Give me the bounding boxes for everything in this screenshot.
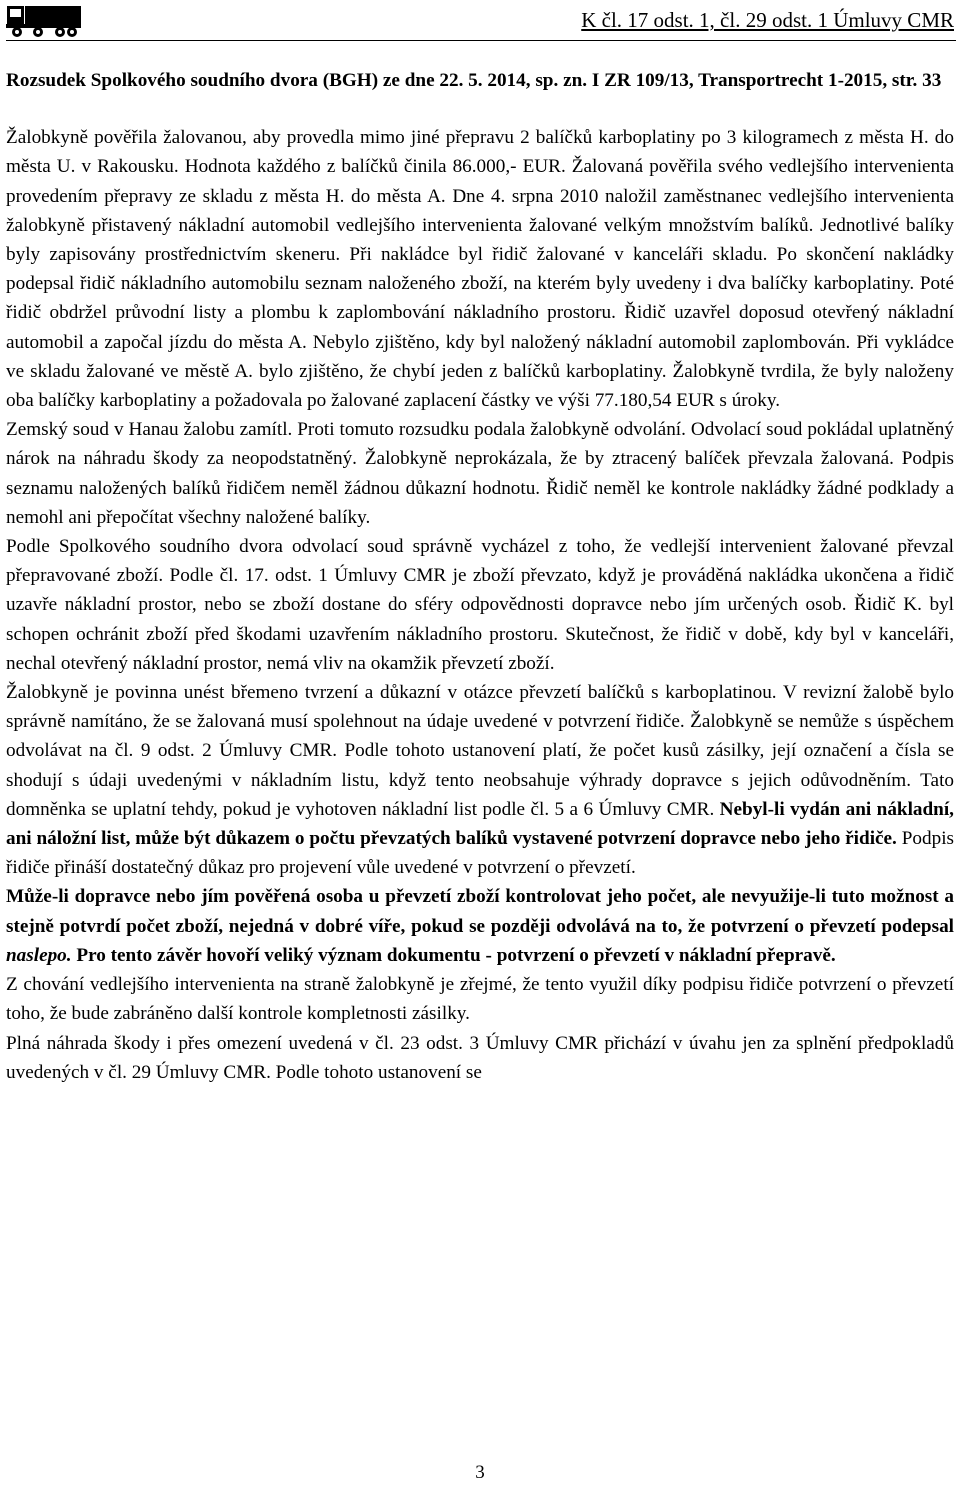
page-number: 3 bbox=[475, 1462, 485, 1483]
italic-term: naslepo. bbox=[6, 944, 72, 966]
page-header bbox=[0, 0, 960, 42]
paragraph-facts: Žalobkyně pověřila žalovanou, aby provedla mimo jiné přepravu 2 balíčků karboplatiny po 3 kilogramech z města H. do města U. v Rakousku. Hodnota každého z balíčků činila 86.000,- EUR. Žalovaná pověřila svého vedlejšího intervenienta provedením přepravy ze skladu z města H. do města A. Dne 4. srpna 2010 naložil zaměstnanec vedlejšího intervenienta žalobkyně přistavený nákladní automobil vedlejšího intervenienta žalované velkým množstvím balíků. Jednotlivé balíky byly zapisovány prostřednictvím skeneru. Při nakládce byl řidič žalované v kanceláři skladu. Po skončení nakládky podepsal řidič nákladního automobilu seznam naloženého zboží, na kterém byly uvedeny i dva balíčky karboplatiny. Poté řidič obdržel průvodní listy a plombu k zaplombování nákladního prostoru. Řidič uzavřel doposud otevřený nákladní automobil a započal jízdu do města A. Nebylo zjištěno, kdy byl naložený nákladní automobil zaplombován. Při vykládce ve skladu žalované ve městě A. bylo zjištěno, že chybí jeden z balíčků karboplatiny. Žalobkyně tvrdila, že byly naloženy oba balíčky karboplatiny a požadovala po žalované zaplacení částky ve výši 77.180,54 EUR s úroky. bbox=[6, 127, 954, 412]
bold-holding: Nebyl-li vydán ani nákladní, ani náložní list, může být důkazem o počtu převzatých balíků vystavené potvrzení dopravce nebo jeho řidiče. bbox=[6, 798, 954, 850]
bold-holding: Pro tento závěr hovoří veliký význam dokumentu - potvrzení o převzetí v nákladní přepravě. bbox=[71, 944, 836, 966]
paragraph-burden-of-proof bbox=[6, 678, 954, 882]
paragraph-good-faith bbox=[6, 882, 954, 970]
paragraph-text: Podpis řidiče přináší dostatečný důkaz pro projevení vůle uvedené v potvrzení o převzetí. bbox=[6, 828, 954, 879]
bold-holding: Může-li dopravce nebo jím pověřená osoba u převzetí zboží kontrolovat jeho počet, ale nevyužije-li tuto možnost a stejně potvrdí počet zboží, nejedná v dobré víře, pokud se později odvolává na to, že potvrzení o převzetí podepsal bbox=[6, 886, 954, 937]
header-reference: K čl. 17 odst. 1, čl. 29 odst. 1 Úmluvy CMR bbox=[581, 8, 954, 32]
truck-icon bbox=[6, 4, 82, 38]
paragraph-intervener-conduct: Z chování vedlejšího intervenienta na straně žalobkyně je zřejmé, že tento využil díky podpisu řidiče potvrzení o převzetí toho, že bude zabráněno další kontrole kompletnosti zásilky. bbox=[6, 974, 954, 1025]
header-divider bbox=[6, 40, 956, 41]
paragraph-takeover: Podle Spolkového soudního dvora odvolací soud správně vycházel z toho, že vedlejší intervenient žalované převzal přepravované zboží. Podle čl. 17. odst. 1 Úmluvy CMR je zboží převzato, když je prováděná nakládka ukončena a řidič uzavře nákladní prostor, nebo se zboží dostane do sféry odpovědnosti dopravce nebo jím určených osob. Řidič K. byl schopen ochránit zboží před škodami uzavřením nákladního prostoru. Skutečnost, že řidič v době, kdy byl v kanceláři, nechal otevřený nákladní prostor, nemá vliv na okamžik převzetí zboží. bbox=[6, 536, 954, 674]
paragraph-full-damages: Plná náhrada škody i přes omezení uvedená v čl. 23 odst. 3 Úmluvy CMR přichází v úvahu jen za splnění předpokladů uvedených v čl. 29 Úmluvy CMR. Podle tohoto ustanovení se bbox=[6, 1032, 954, 1083]
paragraph-lower-courts: Zemský soud v Hanau žalobu zamítl. Proti tomuto rozsudku podala žalobkyně odvolání. Odvolací soud pokládal uplatněný nárok na náhradu škody za neopodstatněný. Žalobkyně neprokázala, že by ztracený balíček převzala žalovaná. Podpis seznamu naložených balíků řidičem neměl žádnou důkazní hodnotu. Řidič neměl ke kontrole nakládky žádné podklady a nemohl ani přepočítat všechny naložené balíky. bbox=[6, 419, 954, 528]
document-body bbox=[6, 66, 954, 1087]
paragraph-text: Žalobkyně je povinna unést břemeno tvrzení a důkazní v otázce převzetí balíčků s karboplatinou. V revizní žalobě bylo správně namítáno, že se žalovaná musí spolehnout na údaje uvedené v potvrzení řidiče. Žalobkyně se nemůže s úspěchem odvolávat na čl. 9 odst. 2 Úmluvy CMR. Podle tohoto ustanovení platí, že počet kusů zásilky, její označení a čísla se shodují s údaji uvedenými v nákladním listu, když tento neobsahuje výhrady dopravce s jejich odůvodněním. Tato domněnka se uplatní tehdy, pokud je vyhotoven nákladní list podle čl. 5 a 6 Úmluvy CMR. bbox=[6, 682, 954, 820]
ruling-title: Rozsudek Spolkového soudního dvora (BGH) ze dne 22. 5. 2014, sp. zn. I ZR 109/13, Transportrecht 1-2015, str. 33 bbox=[6, 70, 942, 91]
